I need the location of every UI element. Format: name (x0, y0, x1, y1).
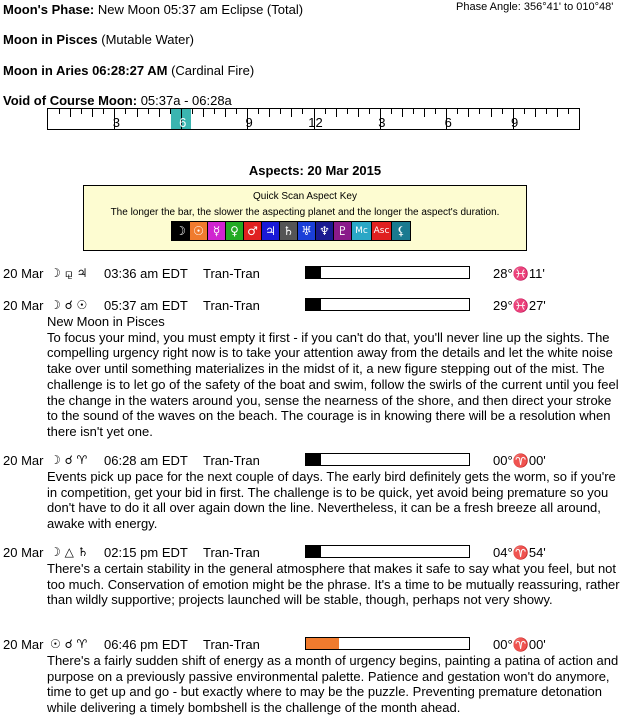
key-glyph-icon: ♃ (262, 222, 280, 240)
timeline-tick (502, 109, 503, 114)
timeline-tick (225, 109, 226, 117)
key-glyph-icon: Mc (352, 222, 372, 240)
timeline-tick (302, 109, 303, 114)
timeline-hour-label: 6 (444, 115, 452, 130)
timeline-tick (269, 109, 270, 117)
timeline-tick (258, 109, 259, 114)
quick-scan-aspect-key (83, 185, 527, 251)
voc-value: 05:37a - 06:28a (140, 93, 232, 108)
aspect-date: 20 Mar (3, 266, 44, 281)
timeline-tick (236, 109, 237, 114)
timeline-tick (413, 109, 414, 114)
key-glyph-icon: ☽ (172, 222, 190, 240)
aspect-glyphs: ☽ ☌ ♈ (50, 453, 88, 467)
timeline-tick (468, 109, 469, 117)
timeline-tick (203, 109, 204, 117)
aspect-duration-fill (306, 638, 339, 649)
moon-in-pisces-label: Moon in Pisces (3, 32, 98, 47)
timeline-tick (524, 109, 525, 114)
moon-in-pisces-value: (Mutable Water) (101, 32, 194, 47)
aspect-time: 06:46 pm EDT (104, 637, 188, 652)
key-glyph-icon: ☿ (208, 222, 226, 240)
timeline-tick (347, 109, 348, 114)
aspects-title: Aspects: 20 Mar 2015 (248, 163, 382, 178)
phase-angle-value: 356°41' to 010°48' (523, 1, 614, 13)
aspect-entry-header (3, 545, 623, 561)
aspect-entry-header (3, 453, 623, 469)
aspect-duration-fill (306, 454, 321, 465)
timeline-tick (457, 109, 458, 114)
moon-phase-label: Moon's Phase: (3, 2, 95, 17)
timeline-hour-label: 9 (511, 115, 519, 130)
aspect-duration-bar (305, 637, 470, 650)
aspect-type: Tran-Tran (203, 453, 260, 468)
timeline-tick (148, 109, 149, 114)
timeline-tick (103, 109, 104, 114)
aspect-duration-bar (305, 453, 470, 466)
timeline-tick (159, 109, 160, 117)
timeline-tick (325, 109, 326, 114)
aspect-date: 20 Mar (3, 453, 44, 468)
void-of-course-timeline (47, 108, 580, 130)
timeline-tick (170, 109, 171, 114)
moon-in-pisces-row (3, 32, 194, 47)
timeline-hour-label: 9 (245, 115, 253, 130)
timeline-tick (491, 109, 492, 117)
key-glyph-icon: ♀ (226, 222, 244, 240)
aspect-type: Tran-Tran (203, 637, 260, 652)
timeline-tick (137, 109, 138, 117)
aspect-glyphs: ☉ ☌ ♈ (50, 637, 88, 651)
timeline-tick (280, 109, 281, 114)
timeline-tick (92, 109, 93, 117)
aspect-time: 05:37 am EDT (104, 298, 188, 313)
aspect-position: 29°♓27' (493, 298, 546, 313)
aspect-position: 00°♈00' (493, 453, 546, 468)
timeline-tick (214, 109, 215, 114)
aspect-glyphs: ☽ △ ♄ (50, 545, 89, 559)
timeline-tick (291, 109, 292, 117)
timeline-tick (125, 109, 126, 114)
aspect-entry-header (3, 298, 623, 314)
aspect-title: New Moon in Pisces (47, 314, 165, 329)
timeline-tick (435, 109, 436, 114)
aspect-text: Events pick up pace for the next couple of days. The early bird definitely gets the worm, so if you're in competition, get your bid in first. The challenge is to be quick, yet avoid being premature so you don't have to do it all over again down the line. Nevertheless, it can be a fresh breeze all around, awake with energy. (47, 469, 616, 532)
timeline-tick (546, 109, 547, 114)
aspect-position: 04°♈54' (493, 545, 546, 560)
aspect-duration-fill (306, 267, 321, 278)
aspect-interpretation (47, 653, 622, 716)
aspect-date: 20 Mar (3, 545, 44, 560)
aspect-entry-header (3, 637, 623, 653)
timeline-hour-label: 12 (308, 115, 323, 130)
timeline-tick (358, 109, 359, 117)
moon-in-aries-label: Moon in Aries 06:28:27 AM (3, 63, 168, 78)
key-glyph-icon: ☉ (190, 222, 208, 240)
aspect-entry-header (3, 266, 623, 282)
timeline-tick (59, 109, 60, 114)
phase-angle-label: Phase Angle: (456, 1, 521, 13)
aspect-type: Tran-Tran (203, 545, 260, 560)
timeline-tick (391, 109, 392, 114)
timeline-tick (424, 109, 425, 117)
timeline-tick (70, 109, 71, 117)
aspect-duration-bar (305, 545, 470, 558)
timeline-tick (557, 109, 558, 117)
aspect-time: 02:15 pm EDT (104, 545, 188, 560)
moon-in-aries-row (3, 63, 254, 78)
aspect-interpretation (47, 469, 622, 532)
key-glyph-icon: Asc (372, 222, 392, 240)
key-glyph-icon: ♄ (280, 222, 298, 240)
phase-angle (456, 1, 613, 13)
aspect-type: Tran-Tran (203, 266, 260, 281)
aspect-text: To focus your mind, you must empty it first - if you can't do that, you'll never line up the sights. The compelling urgency right now is to take your attention away from the details and let the white noise take over until something materializes in the midst of it, a new figure stepping out of the mist. The challenge is to let go of the safety of the boat and swim, follow the swirls of the current until you feel the change in the waters around you, sense the nearness of the shore, and then direct your stroke to the sound of the waves on the beach. The courage is in knowing there will be a resolution when there isn't yet one. (47, 329, 619, 439)
aspect-text: There's a certain stability in the general atmosphere that makes it safe to say what you feel, but not too much. Conservation of emotion might be the phrase. It's a time to be mutually reassuring, rather than wildly supportive; projects launched will be stable, though, perhaps not very showy. (47, 561, 620, 608)
aspect-text: There's a fairly sudden shift of energy as a month of urgency begins, painting a patina of action and purpose on a previously passive environmental palette. Patience and gestation won't do anymore, time to get up and go - but exactly where to may be the puzzle. Preventing premature detonation while delivering a timely bombshell is the challenge of the month ahead. (47, 653, 619, 716)
timeline-tick (479, 109, 480, 114)
timeline-tick (81, 109, 82, 114)
aspect-duration-bar (305, 266, 470, 279)
aspect-duration-fill (306, 299, 321, 310)
timeline-hour-label: 6 (179, 115, 187, 130)
aspect-time: 06:28 am EDT (104, 453, 188, 468)
aspect-duration-bar (305, 298, 470, 311)
aspect-date: 20 Mar (3, 637, 44, 652)
aspect-type: Tran-Tran (203, 298, 260, 313)
aspect-interpretation (47, 561, 622, 608)
moon-in-aries-value: (Cardinal Fire) (171, 63, 255, 78)
key-glyph-icon: ♆ (316, 222, 334, 240)
aspect-glyphs: ☽ ☌ ☉ (50, 298, 88, 312)
aspect-interpretation (47, 314, 622, 440)
key-glyph-icon: ♇ (334, 222, 352, 240)
aspect-duration-fill (306, 546, 321, 557)
aspect-position: 00°♈00' (493, 637, 546, 652)
timeline-hour-label: 3 (112, 115, 120, 130)
timeline-tick (192, 109, 193, 114)
timeline-tick (369, 109, 370, 114)
key-glyph-icon: ♂ (244, 222, 262, 240)
moon-phase-value: New Moon 05:37 am Eclipse (Total) (97, 2, 304, 17)
void-of-course-row (3, 93, 232, 108)
timeline-tick (402, 109, 403, 117)
key-title: Quick Scan Aspect Key (253, 191, 357, 202)
aspect-position: 28°♓11' (493, 266, 545, 281)
key-description: The longer the bar, the slower the aspecting planet and the longer the aspect's duration. (110, 207, 500, 218)
aspect-time: 03:36 am EDT (104, 266, 188, 281)
timeline-tick (336, 109, 337, 117)
aspect-date: 20 Mar (3, 298, 44, 313)
key-glyph-strip (171, 221, 411, 241)
moon-phase-row (3, 2, 303, 17)
aspect-glyphs: ☽ ⚼ ♃ (50, 266, 88, 280)
key-glyph-icon: ♅ (298, 222, 316, 240)
voc-label: Void of Course Moon: (3, 93, 138, 108)
key-glyph-icon: ⚸ (392, 222, 410, 240)
timeline-tick (535, 109, 536, 117)
timeline-hour-label: 3 (378, 115, 386, 130)
timeline-tick (568, 109, 569, 114)
